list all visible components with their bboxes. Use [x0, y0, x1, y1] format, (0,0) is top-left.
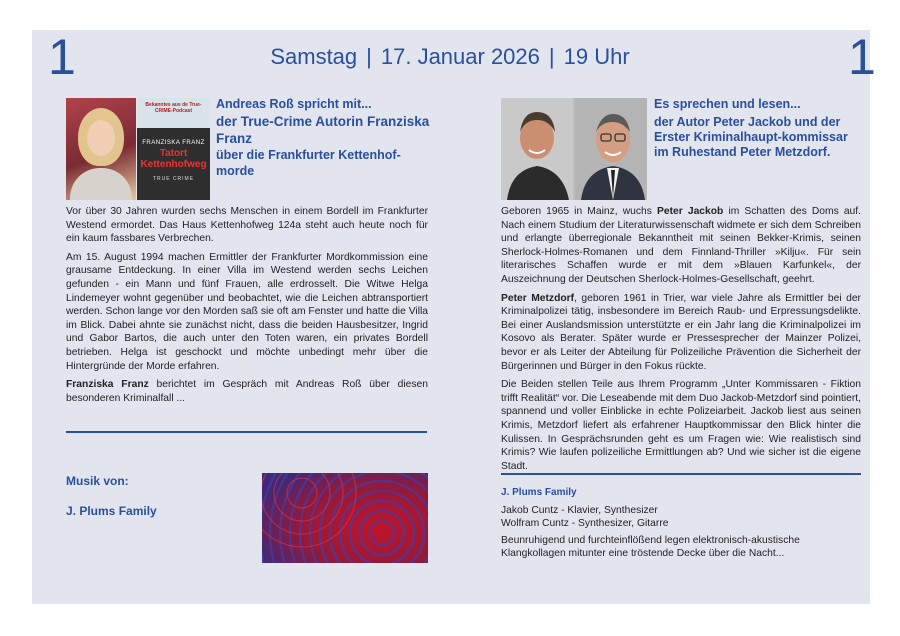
- paragraph-text: im Schatten des Doms auf. Nach einem Studium der Literaturwissenschaft widmete er sich dem Schreiben und erlangte überregionale Bekanntheit mit seinen Bekker-Krimis, seinen Sherlock-Holmes-Romanen und dem Finnland-Thriller »Kilju«. Für sein literarisches Schaffen wurde er mit dem »Blauen Karfunkel«, der Auszeichnung der Deutschen Sherlock-Holmes-Gesellschaft, geehrt.: [501, 206, 862, 285]
- paragraph: Die Beiden stellen Teile aus Ihrem Programm „Unter Kommissaren - Fiktion trifft Realität“ vor. Die Leseabende mit dem Duo Jackob-Metzdorf sind pointiert, spannend und voller Einblicke in echte Polizeiarbeit. Jackob liest aus seinen Krimis, Metzdorf liefert als erfahrener Hauptkommissar den Blick hinter die Kulissen. In Gesprächsrunden geht es um Fragen wie: Wie realistisch sind Krimis? Wie laufen polizeiliche Ermittlungen ab? Und wie sicher ist die eigene Stadt.: [501, 379, 861, 472]
- book-cover-genre: TRUE CRIME: [152, 176, 195, 182]
- paragraph: [501, 205, 861, 287]
- band-member: Jakob Cuntz - Klavier, Synthesizer: [501, 504, 658, 516]
- music-band-name: J. Plums Family: [66, 504, 157, 518]
- band-description: Beunruhigend und furchteinflößend legen elektronisch-akustische Klangkollagen mitunter eine tröstende Decke über die Nacht...: [501, 534, 800, 560]
- right-heading-line1: Es sprechen und lesen...: [654, 97, 801, 111]
- music-artwork: [262, 473, 428, 563]
- left-heading-line3: über die Frankfurter Kettenhof-morde: [216, 148, 401, 178]
- paragraph: Am 15. August 1994 machen Ermittler der Frankfurter Mordkommission eine grausame Entdeckung. In einer Villa im Westend werden sechs Leichen gefunden - ein Mann und fünf Frauen, alle erdrosselt. Die Witwe Helga Lindemeyer wohnt gegenüber und beobachtet, wie die Leichen abtransportiert werden. Schon lange vor den Morden saß sie oft am Fenster und hatte die Villa im Blick. Dabei ahnte sie zunächst nicht, dass die beiden Hausbesitzer, Ingrid und Gabor Bartos, die auch unter den Toten waren, ein privates Bordell betrieben. Helga ist geschockt und möchte unbedingt mehr über die Hintergründe der Morde erfahren.: [66, 251, 428, 372]
- page-number-left: 1: [48, 29, 76, 85]
- book-cover-tagline: Bekanntes aus de True-CRIME-Podcast: [137, 98, 210, 128]
- left-heading-line1: Andreas Roß spricht mit...: [216, 97, 372, 111]
- right-body: [501, 205, 861, 478]
- bold-name: Peter Jackob: [657, 206, 724, 217]
- book-cover: [137, 98, 210, 200]
- bold-name: Franziska Franz: [66, 379, 149, 391]
- event-header: [0, 44, 900, 70]
- band-member: Wolfram Cuntz - Synthesizer, Gitarre: [501, 518, 669, 530]
- bold-name: Peter Metzdorf: [501, 292, 575, 304]
- author-photo-shoulder: [70, 168, 132, 200]
- speakers-photo: [501, 98, 647, 200]
- event-time: 19 Uhr: [563, 44, 630, 69]
- paragraph: Vor über 30 Jahren wurden sechs Menschen in einem Bordell im Frankfurter Westend ermordet. Das Haus Kettenhofweg 124a steht auch heute noch für ein kaum fassbares Verbrechen.: [66, 206, 428, 245]
- paragraph-text: , geboren 1961 in Trier, war viele Jahre als Ermittler bei der Kriminalpolizei tätig, insbesondere im Bereich Raub- und Erpressungsdelikte. Bei einer Auslandsmission unterstützte er ein Jahr lang die Kriminalpolizei im Kosovo als Berater. Später wurde er Pressesprecher der Mainzer Polizei, bevor er als Leiter der Abteilung für Polizeiliche Prävention die Sicherheit der Bürgerinnen und Bürger in den Fokus rückte.: [501, 292, 861, 372]
- right-heading: [654, 96, 864, 160]
- divider: [501, 473, 861, 475]
- divider: [66, 431, 427, 433]
- paragraph: [501, 292, 861, 374]
- page-number-right: 1: [848, 29, 876, 85]
- band-name: J. Plums Family: [501, 487, 577, 498]
- music-label: Musik von:: [66, 474, 129, 488]
- paragraph-text: Geboren 1965 in Mainz, wuchs: [501, 206, 657, 217]
- book-cover-author: FRANZISKA FRANZ: [142, 140, 205, 146]
- book-cover-title: Tatort Kettenhofweg: [140, 148, 207, 170]
- event-day: Samstag: [270, 44, 358, 69]
- header-separator: |: [366, 44, 372, 69]
- event-date: 17. Januar 2026: [380, 44, 540, 69]
- left-heading-line2: der True-Crime Autorin Franziska Franz: [216, 114, 430, 146]
- left-body: [66, 205, 428, 410]
- right-band-info: [501, 486, 861, 561]
- author-photo: [66, 98, 136, 200]
- author-photo-face: [87, 120, 115, 156]
- paragraph: [66, 378, 428, 405]
- left-heading: [216, 96, 436, 179]
- header-separator: |: [548, 44, 555, 69]
- right-heading-line2: der Autor Peter Jackob und der Erster Kriminalhaupt-kommissar im Ruhestand Peter Metzdorf.: [654, 115, 848, 159]
- paragraph-text: berichtet im Gespräch mit Andreas Roß über diesen besonderen Kriminalfall ...: [66, 379, 428, 404]
